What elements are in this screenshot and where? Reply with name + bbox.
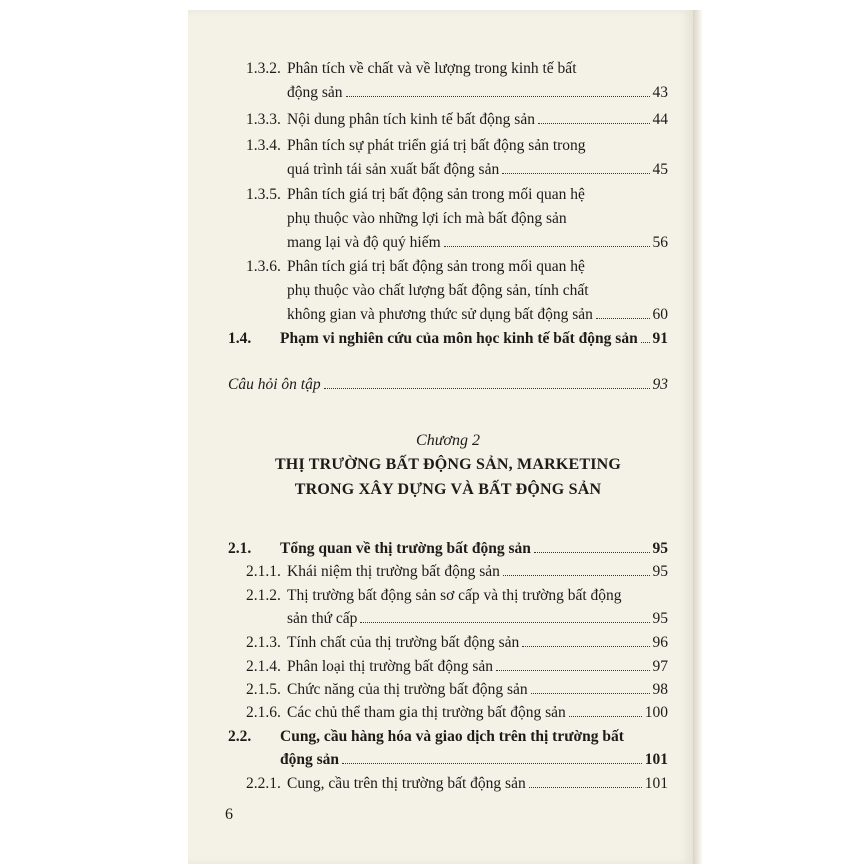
toc-entry-1-3-2	[228, 58, 668, 80]
entry-title-cont: phụ thuộc vào chất lượng bất động sản, tính chất	[287, 282, 589, 299]
leader-dots	[529, 786, 642, 788]
entry-page: 56	[652, 234, 668, 251]
review-label: Câu hỏi ôn tập	[228, 376, 321, 393]
entry-number: 1.4.	[228, 330, 252, 347]
toc-entry-2-2	[228, 726, 668, 748]
toc-entry-2-1-6	[228, 702, 668, 724]
entry-title: Chức năng của thị trường bất động sản	[287, 681, 528, 698]
entry-title: Các chủ thể tham gia thị trường bất động sản	[287, 704, 566, 721]
entry-page: 95	[652, 540, 668, 557]
toc-entry-2-1	[228, 538, 668, 560]
leader-dots	[569, 715, 642, 717]
entry-title-cont: động sản	[280, 751, 340, 768]
entry-title: Tổng quan về thị trường bất động sản	[280, 540, 531, 557]
leader-dots	[534, 551, 650, 553]
entry-page: 43	[652, 84, 668, 101]
toc-entry-1-3-6	[228, 256, 668, 278]
leader-dots	[444, 245, 650, 247]
toc-entry-1-4	[228, 328, 668, 350]
entry-number: 1.3.4.	[246, 137, 281, 154]
entry-title: Phân tích giá trị bất động sản trong mối quan hệ	[287, 258, 585, 275]
entry-title-cont: phụ thuộc vào những lợi ích mà bất động sản	[287, 210, 567, 227]
entry-page: 100	[644, 704, 668, 721]
toc-entry-2-1-1	[228, 561, 668, 583]
chapter-title-line-1: THỊ TRƯỜNG BẤT ĐỘNG SẢN, MARKETING	[274, 456, 622, 473]
toc-entry-2-1-3	[228, 632, 668, 654]
entry-number: 2.1.5.	[246, 681, 281, 698]
entry-number: 1.3.3.	[246, 111, 281, 128]
entry-number: 2.1.	[228, 540, 252, 557]
entry-number: 2.2.1.	[246, 775, 281, 792]
entry-page: 101	[644, 751, 668, 768]
leader-dots	[596, 317, 650, 319]
toc-entry-1-3-4	[228, 135, 668, 157]
leader-dots	[538, 122, 650, 124]
entry-page: 95	[652, 610, 668, 627]
entry-title: Nội dung phân tích kinh tế bất động sản	[287, 111, 535, 128]
toc-entry-2-1-5	[228, 679, 668, 701]
entry-number: 2.1.2.	[246, 587, 281, 604]
entry-number: 2.1.1.	[246, 563, 281, 580]
toc-entry-1-3-5	[228, 184, 668, 206]
toc-entry-2-1-4	[228, 656, 668, 678]
entry-title: Cung, cầu hàng hóa và giao dịch trên thị trường bất	[280, 728, 624, 745]
entry-title: Cung, cầu trên thị trường bất động sản	[287, 775, 526, 792]
entry-title: Khái niệm thị trường bất động sản	[287, 563, 500, 580]
leader-dots	[502, 172, 649, 174]
page-number: 6	[225, 806, 233, 823]
leader-dots	[342, 762, 642, 764]
leader-dots	[324, 387, 650, 389]
entry-number: 2.2.	[228, 728, 252, 745]
entry-number: 2.1.6.	[246, 704, 281, 721]
toc-review-questions	[228, 374, 668, 396]
entry-page: 60	[652, 306, 668, 323]
toc-entry-2-1-2	[228, 585, 668, 607]
entry-number: 1.3.2.	[246, 60, 281, 77]
entry-page: 98	[652, 681, 668, 698]
entry-title: Phân tích sự phát triển giá trị bất động sản trong	[287, 137, 586, 154]
leader-dots	[641, 341, 650, 343]
leader-dots	[346, 95, 650, 97]
leader-dots	[496, 669, 649, 671]
entry-number: 2.1.4.	[246, 658, 281, 675]
leader-dots	[531, 692, 650, 694]
entry-title: Thị trường bất động sản sơ cấp và thị trường bất động	[287, 587, 622, 604]
entry-number: 1.3.5.	[246, 186, 281, 203]
leader-dots	[522, 645, 649, 647]
entry-title-cont: sản thứ cấp	[287, 610, 358, 627]
entry-title: Tính chất của thị trường bất động sản	[287, 634, 520, 651]
entry-title-cont: quá trình tái sản xuất bất động sản	[287, 161, 500, 178]
entry-page: 97	[652, 658, 668, 675]
entry-page: 95	[652, 563, 668, 580]
entry-page: 45	[652, 161, 668, 178]
toc-entry-1-3-3	[228, 109, 668, 131]
entry-page: 93	[652, 376, 668, 393]
leader-dots	[503, 574, 650, 576]
entry-page: 44	[652, 111, 668, 128]
page-gutter	[693, 10, 703, 864]
entry-number: 2.1.3.	[246, 634, 281, 651]
toc-entry-2-2-1	[228, 773, 668, 795]
entry-page: 96	[652, 634, 668, 651]
entry-page: 91	[652, 330, 668, 347]
entry-title-cont: không gian và phương thức sử dụng bất động sản	[287, 306, 593, 323]
chapter-title-line-2: TRONG XÂY DỰNG VÀ BẤT ĐỘNG SẢN	[294, 481, 602, 498]
entry-title: Phân tích giá trị bất động sản trong mối quan hệ	[287, 186, 585, 203]
entry-title-cont: động sản	[287, 84, 343, 101]
entry-title: Phạm vi nghiên cứu của môn học kinh tế bất động sản	[280, 330, 638, 347]
leader-dots	[360, 621, 649, 623]
entry-page: 101	[644, 775, 668, 792]
entry-number: 1.3.6.	[246, 258, 281, 275]
entry-title: Phân loại thị trường bất động sản	[287, 658, 494, 675]
chapter-label: Chương 2	[416, 432, 480, 449]
entry-title-cont: mang lại và độ quý hiếm	[287, 234, 441, 251]
entry-title: Phân tích về chất và về lượng trong kinh tế bất	[287, 60, 577, 77]
